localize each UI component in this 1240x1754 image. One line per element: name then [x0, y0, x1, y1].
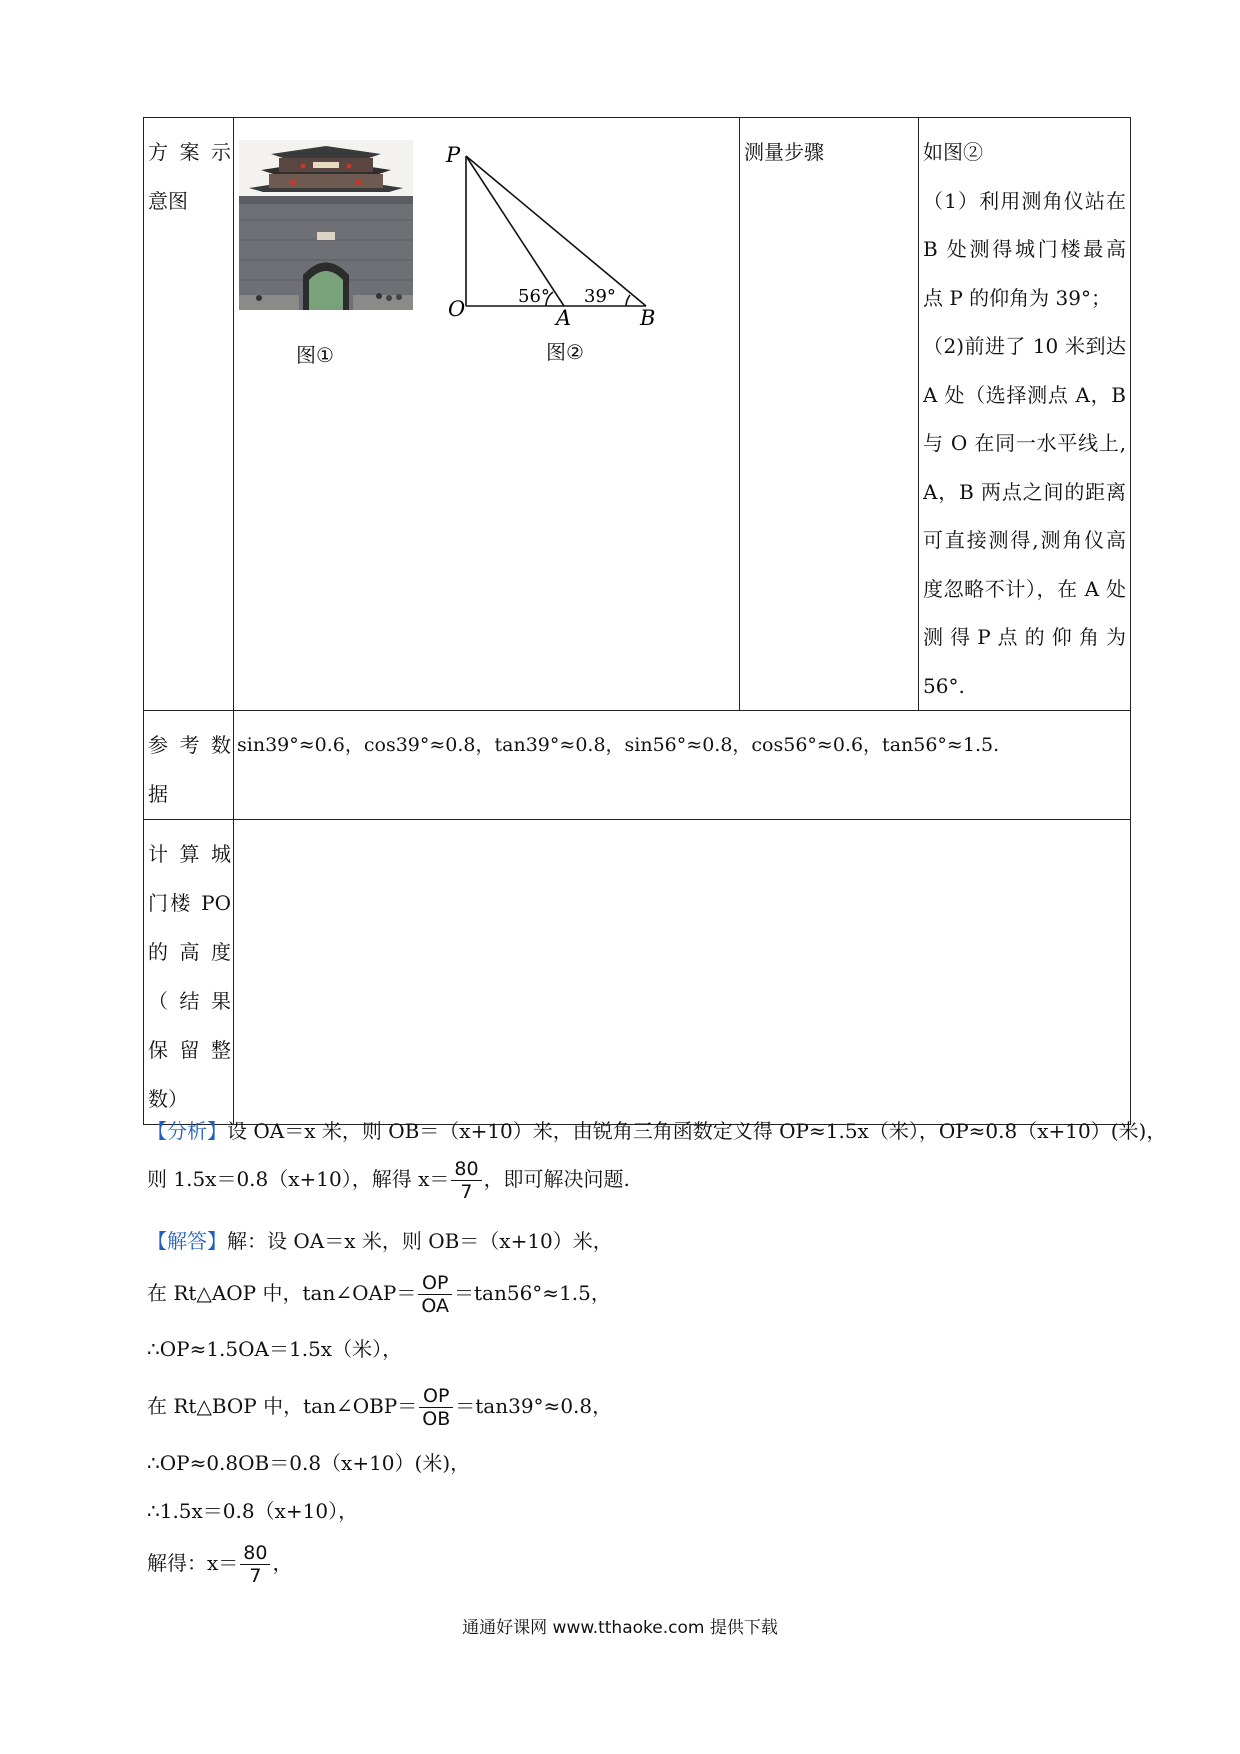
step-line: 如图②	[923, 140, 983, 164]
measurement-table	[143, 117, 1131, 1125]
fraction: $\frac{OP}{OA}$	[418, 1272, 452, 1317]
figures-cell	[234, 118, 740, 711]
step-line: B 处测得城门楼最高	[923, 237, 1126, 261]
triangle-diagram	[442, 126, 682, 326]
answer-line-6: ∴1.5x＝0.8（x+10），	[147, 1499, 359, 1523]
step-line: 测 得 P 点 的 仰 角 为	[923, 625, 1126, 649]
compute-answer-cell	[234, 820, 1131, 1125]
answer-tag: 【解答】	[147, 1229, 227, 1253]
point-p-label: P	[446, 143, 461, 167]
label-reference-data: 参 考 数 据	[144, 711, 234, 820]
analysis-line-1: 【分析】设 OA＝x 米，则 OB＝（x+10）米，由锐角三角函数定义得 OP≈1.5x（米），OP≈0.8（x+10）(米)，	[147, 1119, 1167, 1143]
step-line: （2)前进了 10 米到达	[923, 334, 1126, 358]
reference-data-value: sin39°≈0.6，cos39°≈0.8，tan39°≈0.8，sin56°≈0.8，cos56°≈0.6，tan56°≈1.5.	[234, 711, 1131, 820]
steps-label-cell: 测量步骤	[740, 118, 919, 711]
step-line: A，B 两点之间的距离	[923, 479, 1126, 504]
answer-line-4: 在 Rt△BOP 中，tan∠OBP＝ $\frac{OP}{OB}$ ＝tan39°≈0.8，	[147, 1385, 613, 1430]
step-line: 点 P 的仰角为 39°；	[923, 285, 1111, 310]
fraction: $\frac{80}{7}$	[240, 1542, 270, 1587]
fraction: $\frac{OP}{OB}$	[419, 1385, 453, 1430]
steps-content-cell	[919, 118, 1131, 711]
label-compute-height: 计 算 城 门楼 PO 的 高 度 （ 结 果 保 留 整 数）	[144, 820, 234, 1125]
point-b-label: B	[640, 306, 656, 326]
city-gate-photo	[239, 140, 413, 310]
step-line: 与 O 在同一水平线上,	[923, 431, 1126, 455]
step-line: （1）利用测角仪站在	[923, 188, 1126, 213]
point-o-label: O	[448, 297, 466, 321]
point-a-label: A	[556, 306, 572, 326]
analysis-line-2: 则 1.5x＝0.8（x+10），解得 x＝ $\frac{80}{7}$ ，即可解决问题.	[147, 1158, 630, 1203]
fraction: $\frac{80}{7}$	[451, 1158, 481, 1203]
answer-line-5: ∴OP≈0.8OB＝0.8（x+10）(米)，	[147, 1451, 471, 1475]
angle-39-label: 39°	[584, 286, 616, 307]
answer-line-3: ∴OP≈1.5OA＝1.5x（米），	[147, 1337, 403, 1361]
step-line: 56°.	[923, 673, 965, 698]
answer-line-2: 在 Rt△AOP 中，tan∠OAP＝ $\frac{OP}{OA}$ ＝tan56°≈1.5，	[147, 1272, 611, 1317]
answer-line-7: 解得：x＝ $\frac{80}{7}$ ，	[147, 1542, 293, 1587]
analysis-tag: 【分析】	[147, 1119, 227, 1143]
label-scheme-diagram: 方 案 示 意图	[144, 118, 234, 711]
step-line: 可直接测得,测角仪高	[923, 528, 1126, 552]
angle-56-label: 56°	[518, 286, 550, 307]
step-line: 度忽略不计），在 A 处	[923, 576, 1126, 601]
figure-2-caption: 图②	[546, 340, 584, 364]
answer-line-1: 【解答】解：设 OA＝x 米，则 OB＝（x+10）米，	[147, 1229, 613, 1253]
step-line: A 处（选择测点 A，B	[923, 382, 1126, 407]
figure-1-caption: 图①	[296, 343, 334, 367]
page-footer: 通通好课网 www.tthaoke.com 提供下载	[462, 1618, 778, 1638]
